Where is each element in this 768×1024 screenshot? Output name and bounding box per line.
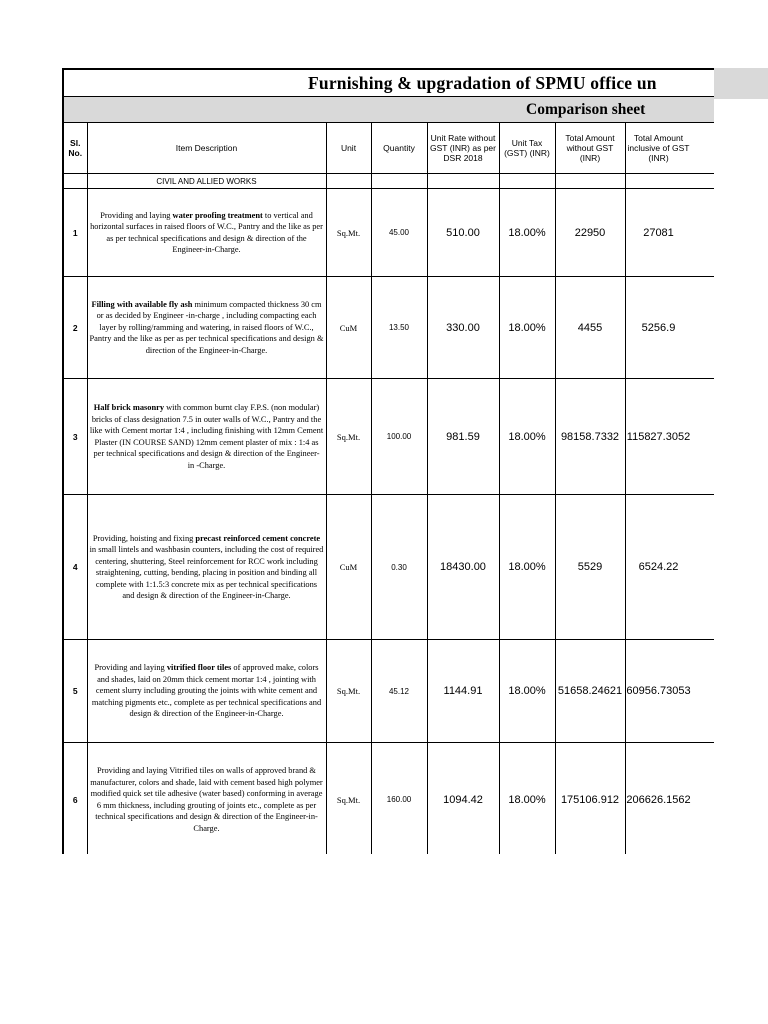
header-unit: Unit <box>326 123 371 174</box>
row-unit: CuM <box>326 277 371 379</box>
row-total-without-gst: 175106.912 <box>555 743 625 855</box>
row-total-without-gst: 22950 <box>555 189 625 277</box>
row-unit-tax: 18.00% <box>499 640 555 743</box>
description-text: to vertical and horizontal surfaces in raised floors of W.C., Pantry and the like as per as per technical specifications and design & direction of the Engineer-in-Charge. <box>90 210 323 254</box>
sheet-title: Furnishing & upgradation of SPMU office un <box>63 69 714 97</box>
row-unit-tax: 18.00% <box>499 189 555 277</box>
row-total-with-gst <box>625 277 714 379</box>
table-row <box>63 743 714 855</box>
row-sl-no: 4 <box>63 495 87 640</box>
row-total-without-gst: 98158.7332 <box>555 379 625 495</box>
row-unit: Sq.Mt. <box>326 640 371 743</box>
row-total-with-gst-value: 206626.1562 <box>626 793 691 806</box>
row-total-with-gst <box>625 640 714 743</box>
header-unit-rate: Unit Rate without GST (INR) as per DSR 2018 <box>427 123 499 174</box>
table-row <box>63 379 714 495</box>
row-total-with-gst-value: 5256.9 <box>641 321 676 334</box>
row-quantity: 0.30 <box>371 495 427 640</box>
row-description <box>87 640 326 743</box>
section-empty-cell <box>625 174 714 189</box>
description-text: of approved make, colors and shades, laid on 20mm thick cement mortar 1:4 , jointing with cement slurry including grouting the joints with white cement and matching pigments etc., complete as per technical specifications and design & direction of the Engineer-in-Charge. <box>91 663 322 719</box>
row-sl-no: 3 <box>63 379 87 495</box>
row-unit-tax: 18.00% <box>499 495 555 640</box>
row-quantity: 160.00 <box>371 743 427 855</box>
section-empty-cell <box>371 174 427 189</box>
description-text: minimum compacted thickness 30 cm or as decided by Engineer -in-charge , including compacting each layer by rolling/ramming and watering, in raised floors of W.C., Pantry and the like as per as per technical specifications and design & direction of the Engineer-in-Charge. <box>89 299 324 355</box>
row-sl-no: 6 <box>63 743 87 855</box>
frozen-pane-strip <box>714 68 768 99</box>
row-quantity: 100.00 <box>371 379 427 495</box>
row-total-with-gst-value: 6524.22 <box>638 561 679 573</box>
header-row <box>63 123 714 174</box>
row-total-without-gst: 4455 <box>555 277 625 379</box>
header-total-without-gst: Total Amount without GST (INR) <box>555 123 625 174</box>
table-row <box>63 495 714 640</box>
section-label: CIVIL AND ALLIED WORKS <box>87 174 326 189</box>
table-row <box>63 189 714 277</box>
row-description <box>87 743 326 855</box>
description-text: Providing and laying <box>100 210 173 220</box>
row-total-with-gst <box>625 743 714 855</box>
row-quantity: 13.50 <box>371 277 427 379</box>
section-row <box>63 174 714 189</box>
row-unit: CuM <box>326 495 371 640</box>
row-total-without-gst: 5529 <box>555 495 625 640</box>
row-unit: Sq.Mt. <box>326 189 371 277</box>
description-keyword: precast reinforced cement concrete <box>195 533 321 543</box>
row-sl-no: 1 <box>63 189 87 277</box>
header-quantity: Quantity <box>371 123 427 174</box>
row-unit-rate: 1144.91 <box>427 640 499 743</box>
section-empty-cell <box>555 174 625 189</box>
row-unit-rate: 18430.00 <box>427 495 499 640</box>
row-unit-tax: 18.00% <box>499 743 555 855</box>
comparison-sheet <box>62 68 714 854</box>
comparison-table <box>62 68 714 854</box>
description-text: Providing and laying Vitrified tiles on walls of approved brand & manufacturer, colors and shade, laid with cement based high polymer modified quick set tile adhesive (water based) conforming in average 6 mm thickness, including grouting of joints etc., complete as per technical specifications and design & direction of the Engineer-in-Charge. <box>90 766 323 833</box>
row-total-with-gst <box>625 495 714 640</box>
section-sl-cell <box>63 174 87 189</box>
row-total-with-gst-value: 115827.3052 <box>626 430 691 443</box>
description-keyword: vitrified floor tiles <box>166 663 232 673</box>
row-unit-tax: 18.00% <box>499 277 555 379</box>
row-description <box>87 495 326 640</box>
section-empty-cell <box>427 174 499 189</box>
row-description <box>87 379 326 495</box>
row-unit-rate: 981.59 <box>427 379 499 495</box>
row-description <box>87 189 326 277</box>
description-keyword: water proofing treatment <box>172 210 263 220</box>
description-text: Providing and laying <box>94 663 167 673</box>
section-empty-cell <box>499 174 555 189</box>
description-keyword: Half brick masonry <box>93 403 165 412</box>
table-row <box>63 640 714 743</box>
row-quantity: 45.12 <box>371 640 427 743</box>
row-sl-no: 5 <box>63 640 87 743</box>
header-sl-no: Sl. No. <box>63 123 87 174</box>
row-sl-no: 2 <box>63 277 87 379</box>
description-text: Providing, hoisting and fixing <box>92 533 196 543</box>
row-total-with-gst-value: 60956.73053 <box>626 685 691 697</box>
description-text: with common burnt clay F.P.S. (non modular) bricks of class designation 7.5 in outer walls of W.C., Pantry and the like with Cement mortar 1:4 , including finishing with 12mm Cement Plaster (IN COURSE SAND) 12mm cement plaster of mix : 1:4 as per technical specifications and design & direction of the Engineer- in -Charge. <box>89 403 324 470</box>
row-total-with-gst <box>625 379 714 495</box>
row-total-without-gst: 51658.24621 <box>555 640 625 743</box>
description-text: in small lintels and washbasin counters, including the cost of required centering, shuttering, Steel reinforcement for RCC work including straightening, cutting, bending, placing in position and binding all complete with 1:1.5:3 concrete mix as per technical specifications and design & direction of the Engineer-in-Charge. <box>89 545 324 600</box>
row-unit-tax: 18.00% <box>499 379 555 495</box>
row-unit: Sq.Mt. <box>326 743 371 855</box>
description-keyword: Filling with available fly ash <box>91 299 193 309</box>
header-total-with-gst <box>625 123 714 174</box>
row-unit-rate: 330.00 <box>427 277 499 379</box>
row-total-with-gst-value: 27081 <box>643 226 674 239</box>
row-total-with-gst <box>625 189 714 277</box>
header-total-with-gst-text: Total Amount inclusive of GST (INR) <box>627 133 690 163</box>
header-unit-tax: Unit Tax (GST) (INR) <box>499 123 555 174</box>
sheet-subtitle: Comparison sheet <box>63 97 714 123</box>
table-row <box>63 277 714 379</box>
section-empty-cell <box>326 174 371 189</box>
header-item-description: Item Description <box>87 123 326 174</box>
row-quantity: 45.00 <box>371 189 427 277</box>
row-unit-rate: 510.00 <box>427 189 499 277</box>
row-description <box>87 277 326 379</box>
row-unit: Sq.Mt. <box>326 379 371 495</box>
row-unit-rate: 1094.42 <box>427 743 499 855</box>
